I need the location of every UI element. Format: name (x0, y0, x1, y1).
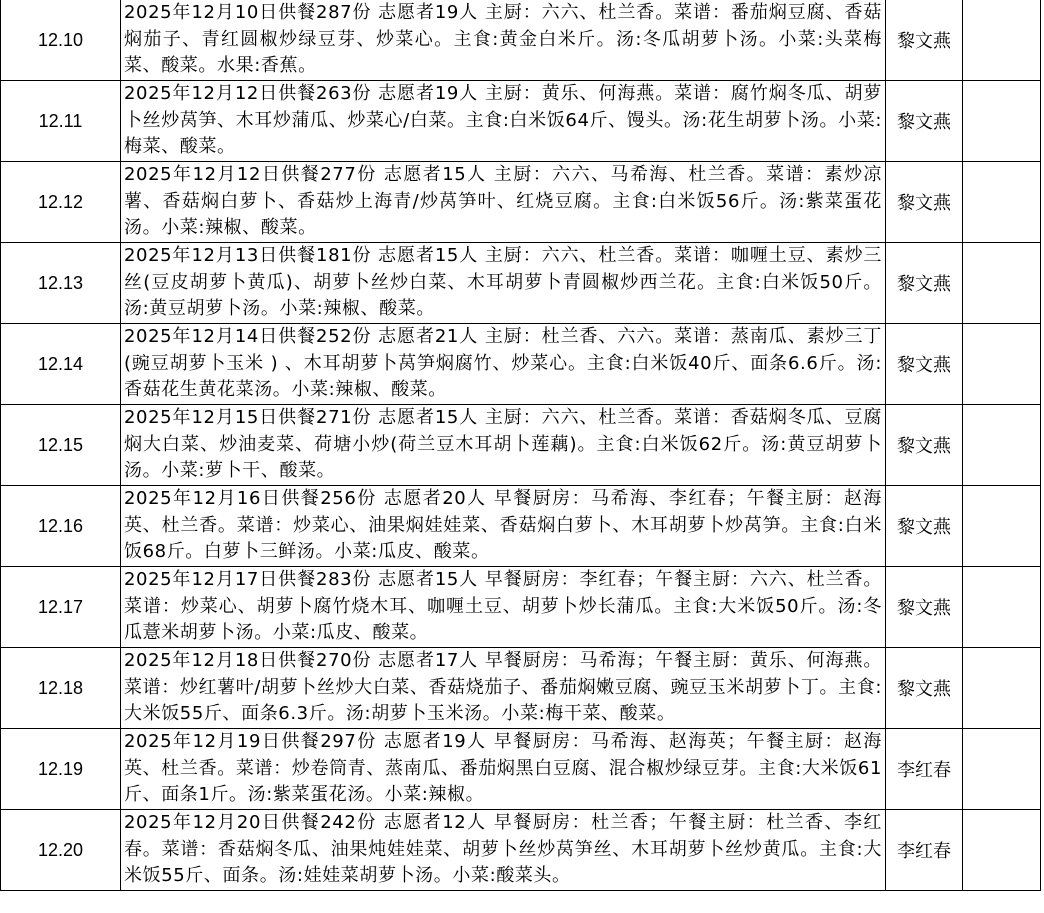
meal-record-cell: 2025年12月15日供餐271份 志愿者15人 主厨：六六、杜兰香。菜谱：香菇焖冬瓜、豆腐焖大白菜、炒油麦菜、荷塘小炒(荷兰豆木耳胡卜莲藕)。主食:白米饭62斤。汤:黄豆胡萝卜汤。小菜:萝卜干、酸菜。 (121, 405, 886, 486)
table-body (1, 0, 1041, 891)
empty-cell (963, 810, 1041, 891)
recorder-cell: 黎文燕 (886, 81, 963, 162)
empty-cell (963, 0, 1041, 81)
empty-cell (963, 81, 1041, 162)
empty-cell (963, 486, 1041, 567)
table-row (1, 648, 1041, 729)
recorder-cell: 黎文燕 (886, 648, 963, 729)
date-cell: 12.17 (1, 567, 121, 648)
empty-cell (963, 243, 1041, 324)
table-row (1, 405, 1041, 486)
table-row (1, 729, 1041, 810)
empty-cell (963, 567, 1041, 648)
empty-cell (963, 648, 1041, 729)
empty-cell (963, 324, 1041, 405)
meal-record-cell: 2025年12月14日供餐252份 志愿者21人 主厨：杜兰香、六六。菜谱：蒸南瓜、素炒三丁(豌豆胡萝卜玉米 ) 、木耳胡萝卜莴笋焖腐竹、炒菜心。主食:白米饭40斤、面条6.6斤。汤:香菇花生黄花菜汤。小菜:辣椒、酸菜。 (121, 324, 886, 405)
recorder-cell: 黎文燕 (886, 405, 963, 486)
empty-cell (963, 729, 1041, 810)
meal-record-cell: 2025年12月17日供餐283份 志愿者15人 早餐厨房：李红春；午餐主厨：六六、杜兰香。菜谱：炒菜心、胡萝卜腐竹烧木耳、咖喱土豆、胡萝卜炒长蒲瓜。主食:大米饭50斤。汤:冬瓜薏米胡萝卜汤。小菜:瓜皮、酸菜。 (121, 567, 886, 648)
table-row (1, 243, 1041, 324)
date-cell: 12.11 (1, 81, 121, 162)
meal-record-cell: 2025年12月10日供餐287份 志愿者19人 主厨：六六、杜兰香。菜谱：番茄焖豆腐、香菇焖茄子、青红圆椒炒绿豆芽、炒菜心。主食:黄金白米斤。汤:冬瓜胡萝卜汤。小菜:头菜梅菜、酸菜。水果:香蕉。 (121, 0, 886, 81)
empty-cell (963, 405, 1041, 486)
date-cell: 12.10 (1, 0, 121, 81)
recorder-cell: 黎文燕 (886, 0, 963, 81)
date-cell: 12.16 (1, 486, 121, 567)
table-row (1, 324, 1041, 405)
meal-record-cell: 2025年12月19日供餐297份 志愿者19人 早餐厨房：马希海、赵海英；午餐主厨：赵海英、杜兰香。菜谱：炒卷筒青、蒸南瓜、番茄焖黑白豆腐、混合椒炒绿豆芽。主食:大米饭61斤、面条1斤。汤:紫菜蛋花汤。小菜:辣椒。 (121, 729, 886, 810)
recorder-cell: 黎文燕 (886, 486, 963, 567)
recorder-cell: 李红春 (886, 729, 963, 810)
table-row (1, 162, 1041, 243)
meal-record-cell: 2025年12月13日供餐181份 志愿者15人 主厨：六六、杜兰香。菜谱：咖喱土豆、素炒三丝(豆皮胡萝卜黄瓜)、胡萝卜丝炒白菜、木耳胡萝卜青圆椒炒西兰花。主食:白米饭50斤。汤:黄豆胡萝卜汤。小菜:辣椒、酸菜。 (121, 243, 886, 324)
meal-record-cell: 2025年12月18日供餐270份 志愿者17人 早餐厨房：马希海；午餐主厨：黄乐、何海燕。菜谱：炒红薯叶/胡萝卜丝炒大白菜、香菇烧茄子、番茄焖嫩豆腐、豌豆玉米胡萝卜丁。主食:大米饭55斤、面条6.3斤。汤:胡萝卜玉米汤。小菜:梅干菜、酸菜。 (121, 648, 886, 729)
recorder-cell: 黎文燕 (886, 567, 963, 648)
date-cell: 12.19 (1, 729, 121, 810)
date-cell: 12.20 (1, 810, 121, 891)
recorder-cell: 李红春 (886, 810, 963, 891)
empty-cell (963, 162, 1041, 243)
meal-record-cell: 2025年12月16日供餐256份 志愿者20人 早餐厨房：马希海、李红春；午餐主厨：赵海英、杜兰香。菜谱：炒菜心、油果焖娃娃菜、香菇焖白萝卜、木耳胡萝卜炒莴笋。主食:白米饭68斤。白萝卜三鲜汤。小菜:瓜皮、酸菜。 (121, 486, 886, 567)
meal-record-cell: 2025年12月12日供餐277份 志愿者15人 主厨：六六、马希海、杜兰香。菜谱：素炒凉薯、香菇焖白萝卜、香菇炒上海青/炒莴笋叶、红烧豆腐。主食:白米饭56斤。汤:紫菜蛋花汤。小菜:辣椒、酸菜。 (121, 162, 886, 243)
table-row (1, 486, 1041, 567)
date-cell: 12.18 (1, 648, 121, 729)
recorder-cell: 黎文燕 (886, 324, 963, 405)
table-row (1, 810, 1041, 891)
meal-record-cell: 2025年12月12日供餐263份 志愿者19人 主厨：黄乐、何海燕。菜谱：腐竹焖冬瓜、胡萝卜丝炒莴笋、木耳炒蒲瓜、炒菜心/白菜。主食:白米饭64斤、馒头。汤:花生胡萝卜汤。小菜:梅菜、酸菜。 (121, 81, 886, 162)
table-row (1, 0, 1041, 81)
recorder-cell: 黎文燕 (886, 162, 963, 243)
meal-record-cell: 2025年12月20日供餐242份 志愿者12人 早餐厨房：杜兰香；午餐主厨：杜兰香、李红春。菜谱：香菇焖冬瓜、油果炖娃娃菜、胡萝卜丝炒莴笋丝、木耳胡萝卜丝炒黄瓜。主食:大米饭55斤、面条。汤:娃娃菜胡萝卜汤。小菜:酸菜头。 (121, 810, 886, 891)
date-cell: 12.12 (1, 162, 121, 243)
date-cell: 12.15 (1, 405, 121, 486)
table-row (1, 567, 1041, 648)
date-cell: 12.14 (1, 324, 121, 405)
recorder-cell: 黎文燕 (886, 243, 963, 324)
date-cell: 12.13 (1, 243, 121, 324)
table-row (1, 81, 1041, 162)
